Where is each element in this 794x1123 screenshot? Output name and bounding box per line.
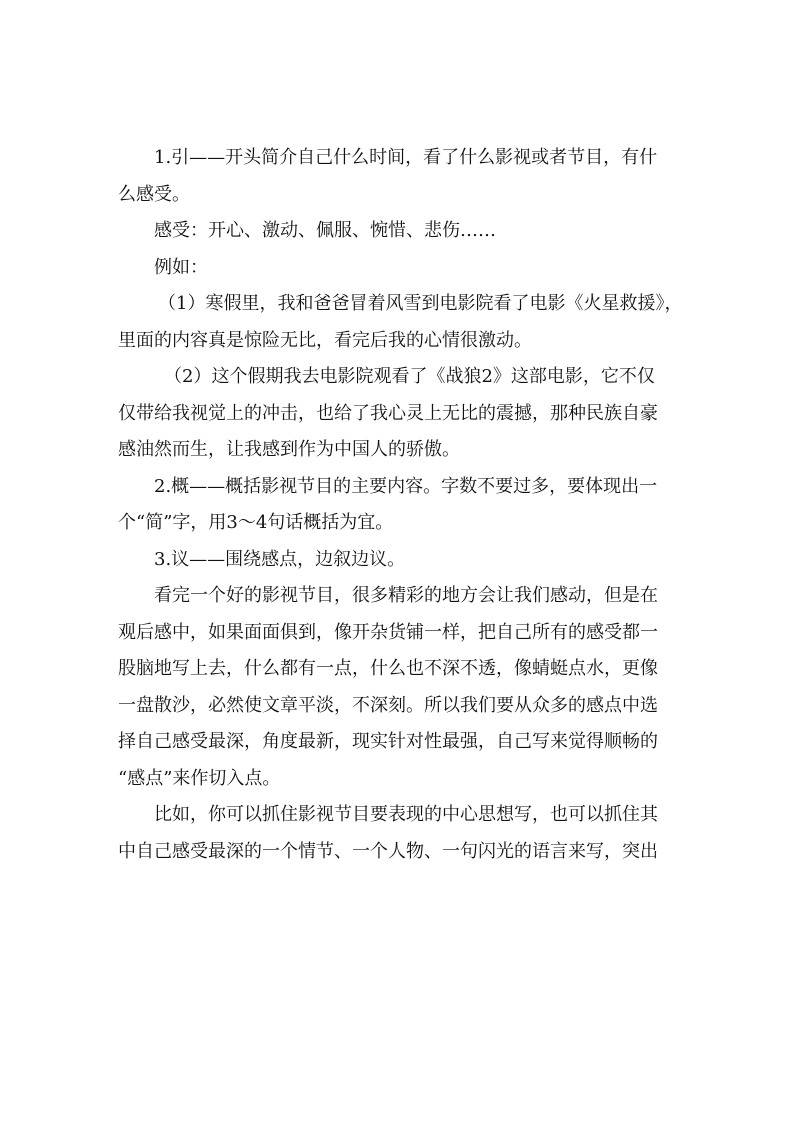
- text-line: （1）寒假里，我和爸爸冒着风雪到电影院看了电影《火星救援》，: [158, 293, 683, 314]
- document-body: [118, 140, 690, 870]
- text-line: 股脑地写上去，什么都有一点，什么也不深不透，像蜻蜓点水，更像: [118, 658, 658, 679]
- text-line: 比如，你可以抓住影视节目要表现的中心思想写，也可以抓住其: [154, 804, 658, 825]
- text-line: 3.议——围绕感点，边叙边议。: [154, 548, 406, 570]
- text-line: 一盘散沙，必然使文章平淡，不深刻。所以我们要从众多的感点中选: [118, 694, 658, 716]
- text-line: 个“简”字，用3～4句话概括为宜。: [118, 512, 394, 533]
- paragraph-example-focus: [118, 797, 690, 870]
- text-line: 2.概——概括影视节目的主要内容。字数不要过多，要体现出一: [154, 475, 658, 497]
- paragraph-example-heading: [118, 250, 690, 287]
- paragraph-summary-step: [118, 469, 690, 542]
- text-line: 1.引——开头简介自己什么时间，看了什么影视或者节目，有什: [154, 147, 658, 168]
- paragraph-example-1: [118, 286, 690, 359]
- paragraph-example-2: [118, 359, 690, 469]
- text-line: 里面的内容真是惊险无比，看完后我的心情很激动。: [118, 329, 532, 351]
- paragraph-discuss-step: [118, 542, 690, 579]
- text-line: 观后感中，如果面面俱到，像开杂货铺一样，把自己所有的感受都一: [118, 621, 658, 643]
- paragraph-discuss-detail: [118, 578, 690, 797]
- text-line: 中自己感受最深的一个情节、一个人物、一句闪光的语言来写，突出: [118, 840, 658, 862]
- text-line: 例如：: [154, 256, 208, 278]
- text-line: 感油然而生，让我感到作为中国人的骄傲。: [118, 439, 460, 460]
- text-line: 看完一个好的影视节目，很多精彩的地方会让我们感动，但是在: [154, 585, 658, 606]
- paragraph-intro-step: [118, 140, 690, 213]
- text-line: “感点”来作切入点。: [118, 767, 281, 789]
- text-line: （2）这个假期我去电影院观看了《战狼2》这部电影，它不仅: [164, 366, 655, 387]
- text-line: 么感受。: [118, 183, 190, 205]
- text-line: 感受：开心、激动、佩服、惋惜、悲伤……: [154, 220, 496, 241]
- text-line: 仅带给我视觉上的冲击，也给了我心灵上无比的震撼，那种民族自豪: [118, 402, 658, 424]
- text-line: 择自己感受最深，角度最新，现实针对性最强，自己写来觉得顺畅的: [118, 731, 658, 752]
- paragraph-feelings: [118, 213, 690, 250]
